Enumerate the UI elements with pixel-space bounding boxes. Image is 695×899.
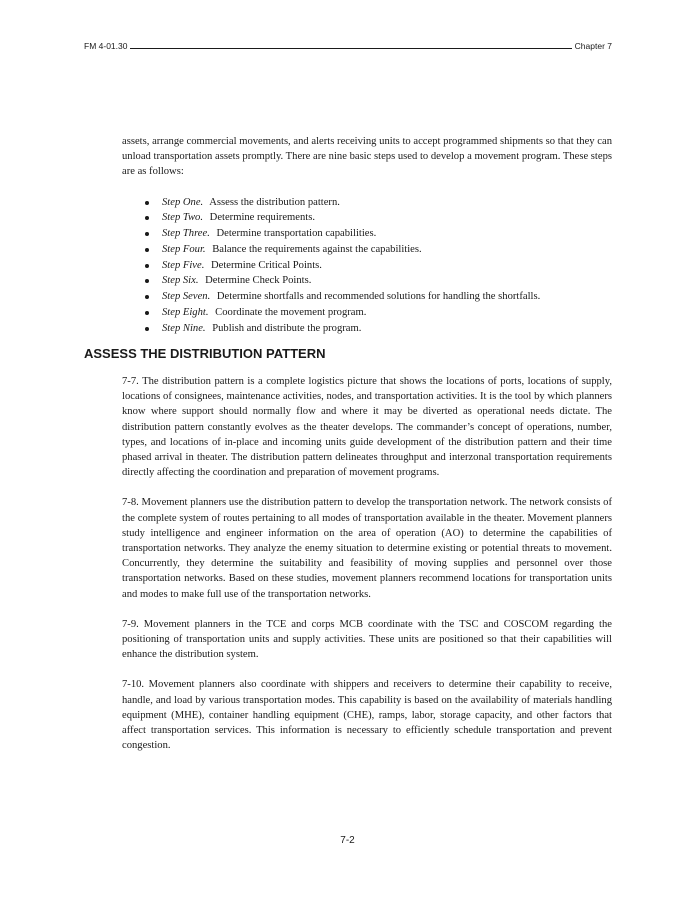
step-text: Publish and distribute the program. — [212, 322, 362, 334]
steps-list — [122, 195, 612, 337]
step-text: Determine Critical Points. — [211, 259, 322, 271]
step-item — [142, 258, 612, 274]
intro-paragraph: assets, arrange commercial movements, and alerts receiving units to accept programmed shipments so that they can unload transportation assets promptly. There are nine basic steps used to develop a movement program. These steps are as follows: — [122, 136, 612, 178]
step-item — [142, 321, 612, 337]
header-rule — [130, 48, 571, 49]
step-text: Coordinate the movement program. — [215, 306, 367, 318]
step-text: Determine Check Points. — [205, 275, 312, 287]
paragraph-7-10: 7-10. Movement planners also coordinate with shippers and receivers to determine their capability to receive, handle, and load by various transportation modes. This capability is based on the availability of materials handling equipment (MHE), container handling equipment (CHE), ramps, labor, storage capacity, and other factors that affect transportation services. This information is necessary to efficiently schedule transportation and prevent congestion. — [122, 679, 612, 752]
step-item — [142, 226, 612, 242]
header-chapter: Chapter 7 — [574, 41, 612, 51]
step-item — [142, 210, 612, 226]
step-label: Step Eight. — [162, 306, 209, 318]
step-label: Step Two. — [162, 212, 204, 224]
paragraph-7-8: 7-8. Movement planners use the distribution pattern to develop the transportation network. The network consists of the complete system of routes pertaining to all modes of transportation available in the theater. Movement planners study intelligence and engineer information on the area of operation (AO) to determine the capabilities of transportation networks. They analyze the enemy situation to determine existing or potential threats to movement. Concurrently, they determine the suitability and feasibility of moving supplies and personnel over those transportation networks. Based on these studies, movement planners recommend locations for transportation units and modes to make full use of the transportation networks. — [122, 497, 612, 600]
section-heading: ASSESS THE DISTRIBUTION PATTERN — [84, 346, 326, 361]
step-label: Step Three. — [162, 228, 210, 240]
step-item — [142, 305, 612, 321]
step-label: Step Five. — [162, 259, 205, 271]
step-text: Determine transportation capabilities. — [216, 228, 377, 240]
intro-block — [122, 134, 612, 336]
step-item — [142, 195, 612, 211]
step-label: Step Four. — [162, 243, 206, 255]
step-label: Step Seven. — [162, 291, 211, 303]
paragraph-7-9: 7-9. Movement planners in the TCE and corps MCB coordinate with the TSC and COSCOM regarding the positioning of transportation units and supply activities. These units are positioned so that their capabilities will enhance the distribution system. — [122, 618, 612, 661]
step-label: Step Six. — [162, 275, 199, 287]
step-label: Step Nine. — [162, 322, 206, 334]
step-item — [142, 242, 612, 258]
step-text: Balance the requirements against the capabilities. — [212, 243, 422, 255]
section-body — [122, 374, 612, 753]
step-label: Step One. — [162, 196, 204, 208]
step-item — [142, 289, 612, 305]
page-number: 7-2 — [340, 835, 355, 846]
header-manual-number: FM 4-01.30 — [84, 41, 128, 51]
running-header — [84, 41, 612, 51]
paragraph-7-7: 7-7. The distribution pattern is a complete logistics picture that shows the locations of ports, locations of supply, locations of consignees, maintenance activities, nodes, and transportation activities. It is the tool by which planners know where support should normally flow and where it may be diverted as operational needs dictate. The distribution pattern constantly evolves as the theater develops. The commander’s concept of operations, number, types, and locations of in-place and incoming units guide development of the distribution pattern and their time phased arrival in theater. The distribution pattern delineates throughput and interzonal transportation requirements directly affecting the coordination and preparation of movement programs. — [122, 376, 612, 479]
step-item — [142, 273, 612, 289]
step-text: Determine shortfalls and recommended solutions for handling the shortfalls. — [216, 291, 541, 303]
step-text: Determine requirements. — [209, 212, 315, 224]
step-text: Assess the distribution pattern. — [209, 196, 340, 208]
